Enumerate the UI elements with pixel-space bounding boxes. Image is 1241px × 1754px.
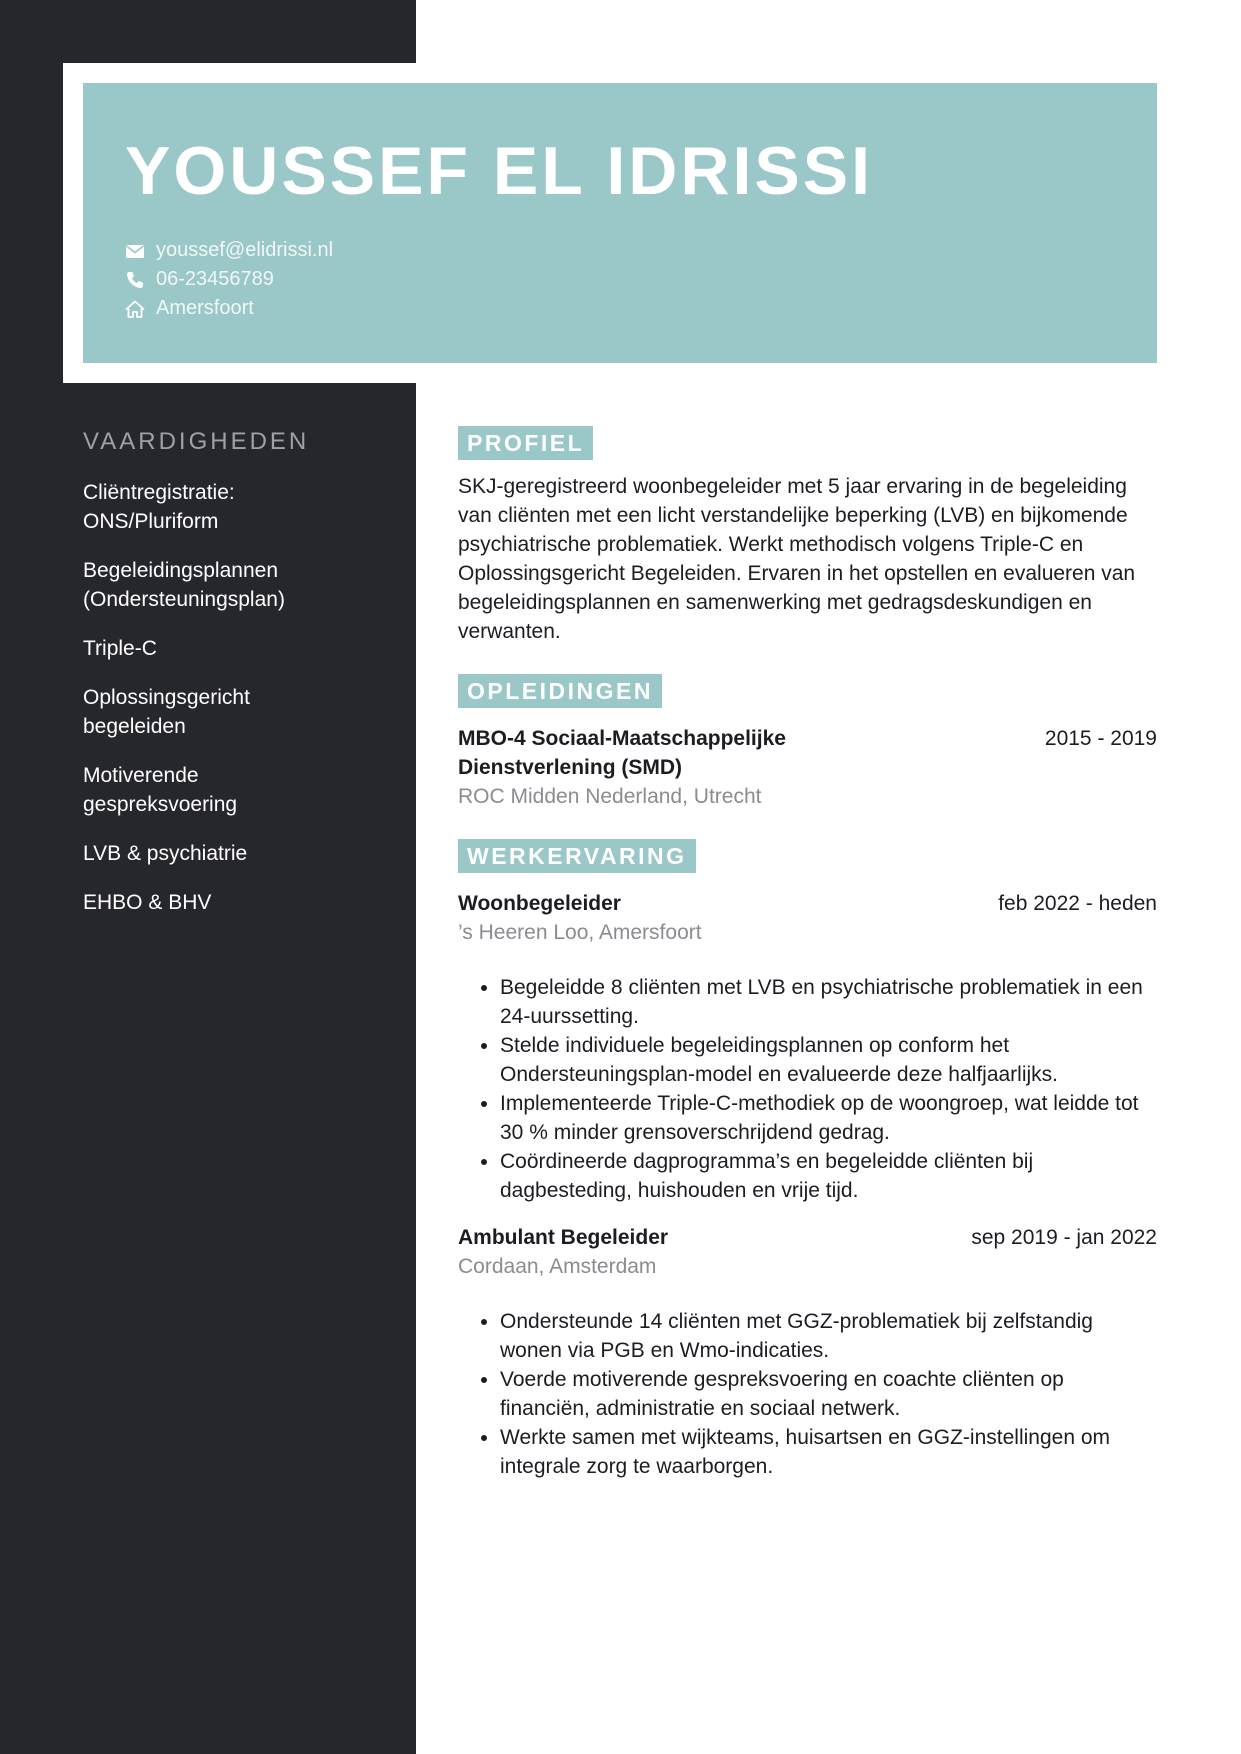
- job-bullet: • Ondersteunde 14 cliënten met GGZ-problematiek bij zelfstandig wonen via PGB en Wmo-indicaties.: [500, 1307, 1157, 1365]
- job-title: Woonbegeleider: [458, 892, 621, 915]
- job-bullets: [458, 973, 1157, 1205]
- job-bullet: • Voerde motiverende gespreksvoering en coachte cliënten op financiën, administratie en sociaal netwerk.: [500, 1365, 1157, 1423]
- profile-text: SKJ-geregistreerd woonbegeleider met 5 jaar ervaring in de begeleiding van cliënten met een licht verstandelijke beperking (LVB) en bijkomende psychiatrische problematiek. Werkt methodisch volgens Triple-C en Oplossingsgericht Begeleiden. Ervaren in het opstellen en evalueren van begeleidingsplannen en samenwerking met gedragsdeskundigen en verwanten.: [458, 475, 1136, 643]
- skill-line: Triple-C: [83, 637, 157, 660]
- job-entry-top: [458, 889, 1157, 918]
- job-date: sep 2019 - jan 2022: [971, 1226, 1157, 1249]
- phone-icon: [125, 270, 145, 290]
- job-bullet: • Stelde individuele begeleidingsplannen op conform het Ondersteuningsplan-model en evalueerde deze halfjaarlijks.: [500, 1031, 1157, 1089]
- skill-item: [83, 683, 403, 741]
- profile-section: [458, 426, 1157, 646]
- job-bullet: • Implementeerde Triple-C-methodiek op de woongroep, wat leidde tot 30 % minder grensoverschrijdend gedrag.: [500, 1089, 1157, 1147]
- skills-section: [83, 426, 403, 937]
- experience-section: [458, 839, 1157, 1481]
- job-bullet: • Begeleidde 8 cliënten met LVB en psychiatrische problematiek in een 24-uurssetting.: [500, 973, 1157, 1031]
- job-date: feb 2022 - heden: [998, 892, 1157, 915]
- education-date: 2015 - 2019: [1044, 727, 1157, 750]
- envelope-icon: [125, 241, 145, 261]
- skill-line: ONS/Pluriform: [83, 510, 219, 533]
- job-title: Ambulant Begeleider: [458, 1226, 669, 1249]
- candidate-name: YOUSSEF EL IDRISSI: [125, 133, 874, 209]
- contact-city: [125, 294, 333, 323]
- header-banner: [83, 83, 1157, 363]
- education-entry: [458, 724, 1157, 811]
- skill-line: Cliëntregistratie:: [83, 481, 235, 504]
- skill-line: Motiverende: [83, 764, 199, 787]
- skill-line: begeleiden: [83, 715, 186, 738]
- job-bullet: • Coördineerde dagprogramma’s en begeleidde cliënten bij dagbesteding, huishouden en vrije tijd.: [500, 1147, 1157, 1205]
- contact-list: [125, 236, 333, 323]
- education-degree: MBO-4 Sociaal-Maatschappelijke Dienstverlening (SMD): [458, 727, 786, 779]
- email-text: youssef@elidrissi.nl: [156, 239, 334, 261]
- education-institution: ROC Midden Nederland, Utrecht: [458, 785, 762, 808]
- main-content: [458, 426, 1157, 1509]
- job-bullets: [458, 1307, 1157, 1481]
- home-icon: [125, 299, 145, 319]
- skill-line: Oplossingsgericht: [83, 686, 250, 709]
- skill-line: EHBO & BHV: [83, 891, 212, 914]
- skill-line: LVB & psychiatrie: [83, 842, 248, 865]
- skill-item: [83, 478, 403, 536]
- education-section: [458, 674, 1157, 811]
- job-entry: [458, 889, 1157, 1205]
- skill-line: (Ondersteuningsplan): [83, 588, 285, 611]
- job-bullet: • Werkte samen met wijkteams, huisartsen en GGZ-instellingen om integrale zorg te waarborgen.: [500, 1423, 1157, 1481]
- job-entry-top: [458, 1223, 1157, 1252]
- skill-item: [83, 556, 403, 614]
- profile-title: PROFIEL: [458, 426, 593, 460]
- job-employer: Cordaan, Amsterdam: [458, 1255, 657, 1278]
- phone-text: 06-23456789: [156, 268, 274, 290]
- skill-item: [83, 634, 403, 663]
- city-text: Amersfoort: [156, 297, 254, 319]
- education-entry-top: [458, 724, 1157, 782]
- experience-title: WERKERVARING: [458, 839, 696, 873]
- contact-email[interactable]: [125, 236, 333, 265]
- education-title: OPLEIDINGEN: [458, 674, 662, 708]
- skill-item: [83, 888, 403, 917]
- skill-line: gespreksvoering: [83, 793, 238, 816]
- skills-list: [83, 478, 403, 917]
- job-employer: ’s Heeren Loo, Amersfoort: [458, 921, 702, 944]
- skill-item: [83, 839, 403, 868]
- skill-item: [83, 761, 403, 819]
- skills-title: VAARDIGHEDEN: [83, 428, 310, 455]
- skill-line: Begeleidingsplannen: [83, 559, 278, 582]
- job-entry: [458, 1223, 1157, 1481]
- contact-phone[interactable]: [125, 265, 333, 294]
